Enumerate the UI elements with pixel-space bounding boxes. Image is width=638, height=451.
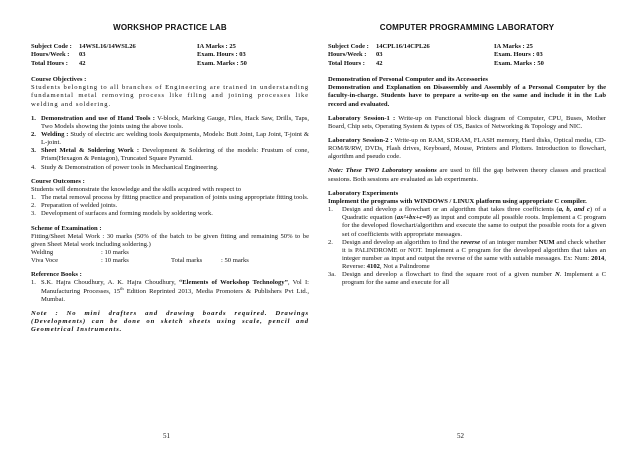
meta-value: 03 [79,51,86,59]
list-item: 1. S.K. Hajra Choudhury, A. K. Hajra Choudhury, “Elements of Workshop Technology”, Vol I: Manufacturing Processes, 15th Edition Reprinted 2013, Media Promoters & Publishers Pvt Ltd., Mumbai. [31,279,309,303]
meta-value: 03 [376,51,383,59]
experiments-intro: Implement the programs with WINDOWS / LINUX platform using appropriate C compiler. [328,197,587,205]
item-number: 2. [31,130,36,138]
page-title: COMPUTER PROGRAMMING LABORATORY [379,24,555,32]
item-text: Study of electric arc welding tools &equipments, Models: Butt Joint, Lap Joint, T-joint & L-joint. [41,130,309,147]
scheme-label: Viva Voce [31,257,59,265]
experiments-heading: Laboratory Experiments [328,189,399,197]
left-page [31,24,309,444]
item-number: 1. [31,194,36,202]
note-label: Note: These [328,167,362,175]
exp2-example-reverse: 4102 [366,263,380,271]
item-text: Development & Soldering of the models: Frustum of cone, Prism(Hexagon & Pentagon), Truncated Square Pyramid. [41,147,309,163]
meta-key: Total Hours : [328,59,365,67]
session1-label: Laboratory Session-1 : [328,114,396,122]
scheme-marks: : 10 marks [101,249,129,257]
exp-number: 3a. [328,271,336,279]
item-bold: Demonstration and use of Hand Tools : [41,114,155,122]
meta-right: IA Marks : 25 [494,43,533,51]
outcomes-heading: Course Outcomes : [31,177,85,185]
right-page [328,24,606,444]
exp-number: 1. [328,206,333,214]
meta-right: Exam. Marks : 50 [494,59,544,67]
exp1-text-c: ) as input and compute all possible roots. Implement a C program for the developed flowchart/algorithm and execute the same to output the possible roots for a given set of coefficients with appropriate messages. [342,214,606,238]
exp2-reverse: reverse [460,238,481,246]
exp-number: 2. [328,238,333,246]
session2-text: Write-up on RAM, SDRAM, FLASH memory, Hard disks, Optical media, CD-ROM/R/RW, DVDs, Flash drives, Keyboard, Mouse, Printers and Plotters. Introduction to flowchart, algorithm and pseudo code. [328,136,606,161]
meta-key: Subject Code : [31,43,72,51]
meta-row [31,43,309,51]
list-item [328,239,606,272]
item-text: V-block, Marking Gauge, Files, Hack Saw, Drills, Taps, Two Models showing the joints using the above tools. [41,114,309,130]
scheme-row-welding [31,249,309,257]
demo-text: Demonstration and Explanation on Disassembly and Assembly of a Personal Computer by the faculty-in-charge. Students have to prepare a write-up on the same and include it in the Lab record and evaluated. [328,84,606,108]
list-item [31,194,309,202]
meta-value: 42 [79,59,86,67]
total-marks: : 50 marks [221,257,249,265]
list-item [31,147,309,163]
meta-value: 14CPL16/14CPL26 [376,43,430,51]
exp2-text-d: , Reverse: [342,255,606,271]
meta-value: 42 [376,59,383,67]
books-heading: Reference Books : [31,271,82,279]
exp3-text-b: . Implement a C program for the same and execute for all [342,271,606,287]
note-text: are used to fill the gap between theory classes and practical sessions. Both sessions are evaluated as lab experiments. [328,167,606,183]
list-item [31,115,309,131]
exp1-text-b: ) of a Quadratic equation ( [342,206,606,222]
exp2-text-c: and check whether it is PALINDROME or NOT. Implement a C program for the developed algorithm that takes an integer number as input and output the reverse of the same with suitable messages. Ex: Num: [342,238,606,263]
page-number: 52 [457,432,464,440]
list-item [31,164,309,172]
exp1-equation: ax²+bx+c=0 [396,214,430,222]
list-item [31,202,309,210]
list-item [31,131,309,147]
meta-right: Exam. Marks : 50 [197,59,247,67]
list-item [31,210,309,218]
scheme-label: Welding [31,249,54,257]
item-text: Development of surfaces and forming models by soldering work. [41,210,213,218]
item-number: 2. [31,202,36,210]
item-text: The metal removal process by fitting practice and preparation of joints using appropriate fitting tools. [41,194,309,202]
item-number: 3. [31,210,36,218]
item-text: Preparation of welded joints. [41,202,118,210]
book-sup: th [120,285,124,291]
exp3-text-a: Design and develop a flowchart to find the square root of a given number [342,271,555,279]
meta-row [328,60,606,68]
exp2-text-a: Design and develop an algorithm to find the [342,238,461,246]
meta-right: Exam. Hours : 03 [197,51,246,59]
outcomes-intro: Students will demonstrate the knowledge and the skills acquired with respect to [31,185,242,193]
exp1-text-a: Design and develop a flowchart or an algorithm that takes three coefficients ( [342,206,559,214]
session2-label: Laboratory Session-2 : [328,136,393,144]
list-item [328,206,606,239]
book-title: “Elements of Workshop Technology” [178,279,288,287]
scheme-heading: Scheme of Examination : [31,224,102,232]
scheme-marks: : 10 marks [101,257,129,265]
objectives-heading: Course Objectives : [31,76,87,84]
page-number: 51 [163,432,170,440]
meta-key: Total Hours : [31,59,68,67]
item-number: 1. [31,114,36,122]
book-post: , Vol I: Manufacturing Processes, 15 [41,279,309,295]
book-tail: Edition Reprinted 2013, Media Promoters & Publishers Pvt Ltd., Mumbai. [41,287,309,303]
meta-key: Hours/Week : [31,51,70,59]
exp2-num: NUM [538,238,555,246]
meta-row [328,43,606,51]
exp3-n: N [554,271,560,279]
total-label: Total marks [171,257,203,265]
exp2-example-num: 2014 [591,255,605,263]
exp2-text-e: , Not a Palindrome [379,263,430,271]
session1-text: Write-up on Functional block diagram of Computer, CPU, Buses, Mother Board, Chip sets, Operating System & types of OS, Basics of Networking & Topology and NIC. [328,114,606,130]
item-text: Study & Demonstration of power tools in Mechanical Engineering. [41,163,219,171]
meta-row [31,51,309,59]
item-number: 4. [31,163,36,171]
list-item [328,271,606,287]
book-authors: S.K. Hajra Choudhury, A. K. Hajra Choudhury, [41,279,179,287]
meta-key: Hours/Week : [328,51,367,59]
scheme-row-viva [31,257,309,265]
item-number: 3. [31,147,36,155]
exp1-coefficients: a, b, and c [558,206,590,214]
objectives-text: Students belonging to all branches of Engineering are trained in understanding fundamental metal removing process like filing and joining processes like welding and soldering. [31,84,309,108]
demo-heading: Demonstration of Personal Computer and its Accessories [328,76,488,84]
page-title: WORKSHOP PRACTICE LAB [113,24,227,32]
meta-row [328,51,606,59]
note-bold: TWO Laboratory sessions [361,167,437,175]
note-text: Note : No mini drafters and drawing boards required. Drawings (Developments) can be done on sketch sheets using scale, pencil and Geometrical Instruments. [31,309,309,334]
item-bold: Sheet Metal & Soldering Work : [41,147,140,155]
meta-row [31,60,309,68]
item-bold: Welding : [41,130,69,138]
meta-right: IA Marks : 25 [197,43,236,51]
meta-value: 14WSL16/14WSL26 [79,43,136,51]
meta-right: Exam. Hours : 03 [494,51,543,59]
exp2-text-b: of an integer number [480,238,539,246]
scheme-text: Fitting/Sheet Metal Work : 30 marks (50% of the batch to be given fitting and remaining 50% to be given Sheet Metal work including soldering.) [31,232,309,248]
meta-key: Subject Code : [328,43,369,51]
